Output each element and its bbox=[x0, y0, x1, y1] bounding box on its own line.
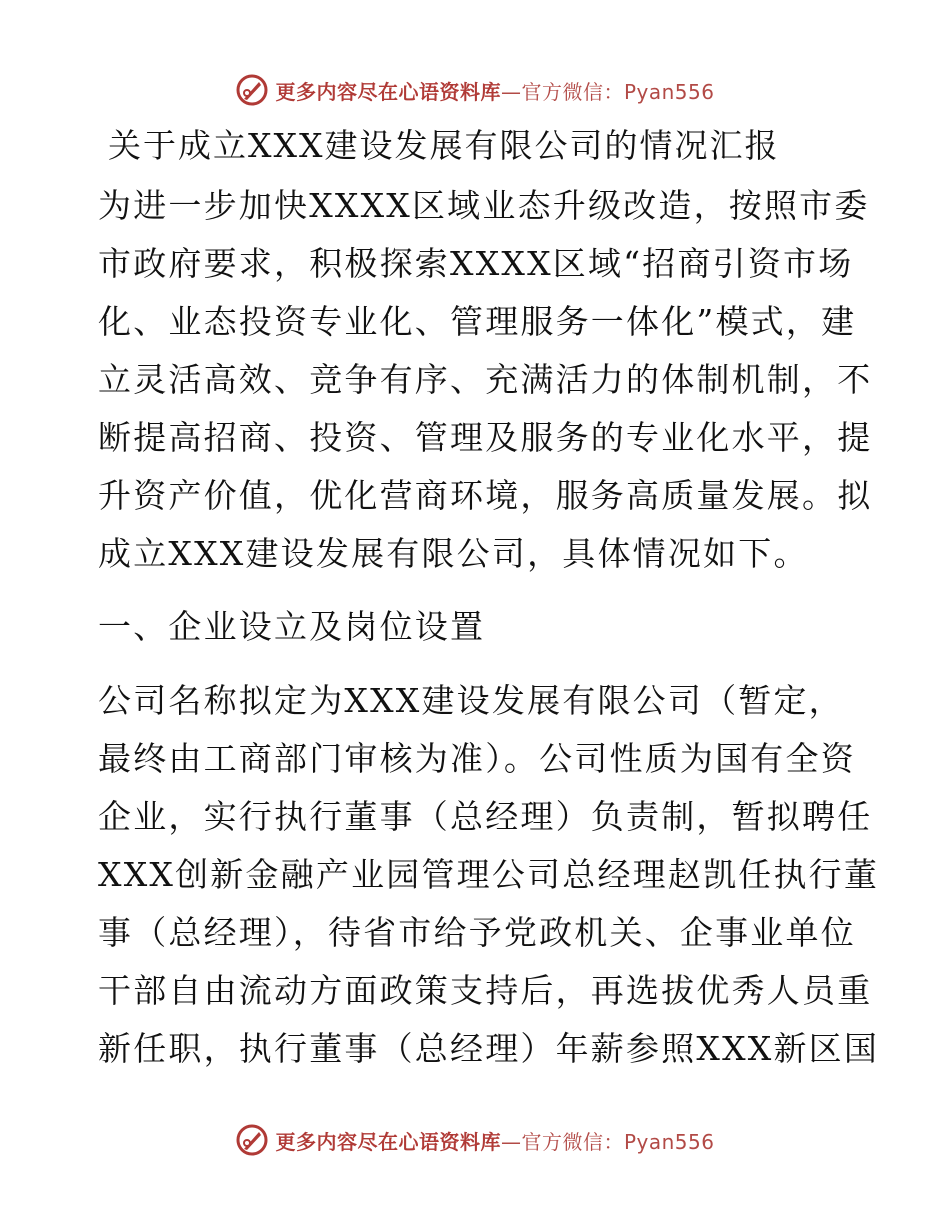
watermark-site-text: 更多内容尽在心语资料库 bbox=[275, 1129, 501, 1154]
quill-seal-icon bbox=[235, 73, 269, 107]
text-line: 公司名称拟定为XXX建设发展有限公司（暂定， bbox=[98, 681, 844, 720]
watermark-text bbox=[275, 1126, 714, 1155]
text-line: 事（总经理），待省市给予党政机关、企事业单位 bbox=[98, 913, 856, 952]
section-heading: 一、企业设立及岗位设置 bbox=[98, 607, 486, 646]
text-line: 升资产价值，优化营商环境，服务高质量发展。拟 bbox=[98, 476, 873, 515]
watermark-header bbox=[0, 70, 950, 110]
watermark-text bbox=[275, 76, 714, 105]
text-line: 市政府要求，积极探索XXXX区域“招商引资市场 bbox=[98, 244, 854, 283]
text-line: 干部自由流动方面政策支持后，再选拔优秀人员重 bbox=[98, 971, 873, 1010]
text-line: 新任职，执行董事（总经理）年薪参照XXX新区国 bbox=[98, 1029, 880, 1068]
watermark-contact-text: —官方微信：Pyan556 bbox=[500, 1129, 715, 1154]
quill-seal-icon bbox=[235, 1123, 269, 1157]
text-line: 最终由工商部门审核为准）。公司性质为国有全资 bbox=[98, 739, 856, 778]
document-title: 关于成立XXX建设发展有限公司的情况汇报 bbox=[108, 126, 780, 165]
text-line: 成立XXX建设发展有限公司，具体情况如下。 bbox=[98, 534, 809, 573]
text-line: 化、业态投资专业化、管理服务一体化”模式，建 bbox=[98, 302, 857, 341]
watermark-footer bbox=[0, 1120, 950, 1160]
watermark-site-text: 更多内容尽在心语资料库 bbox=[275, 79, 501, 104]
text-line: 立灵活高效、竞争有序、充满活力的体制机制，不 bbox=[98, 360, 873, 399]
text-line: 企业，实行执行董事（总经理）负责制，暂拟聘任 bbox=[98, 797, 873, 836]
text-line: XXX创新金融产业园管理公司总经理赵凯任执行董 bbox=[98, 855, 880, 894]
watermark-contact-text: —官方微信：Pyan556 bbox=[500, 79, 715, 104]
text-line: 为进一步加快XXXX区域业态升级改造，按照市委 bbox=[98, 186, 870, 225]
text-line: 断提高招商、投资、管理及服务的专业化水平，提 bbox=[98, 418, 873, 457]
